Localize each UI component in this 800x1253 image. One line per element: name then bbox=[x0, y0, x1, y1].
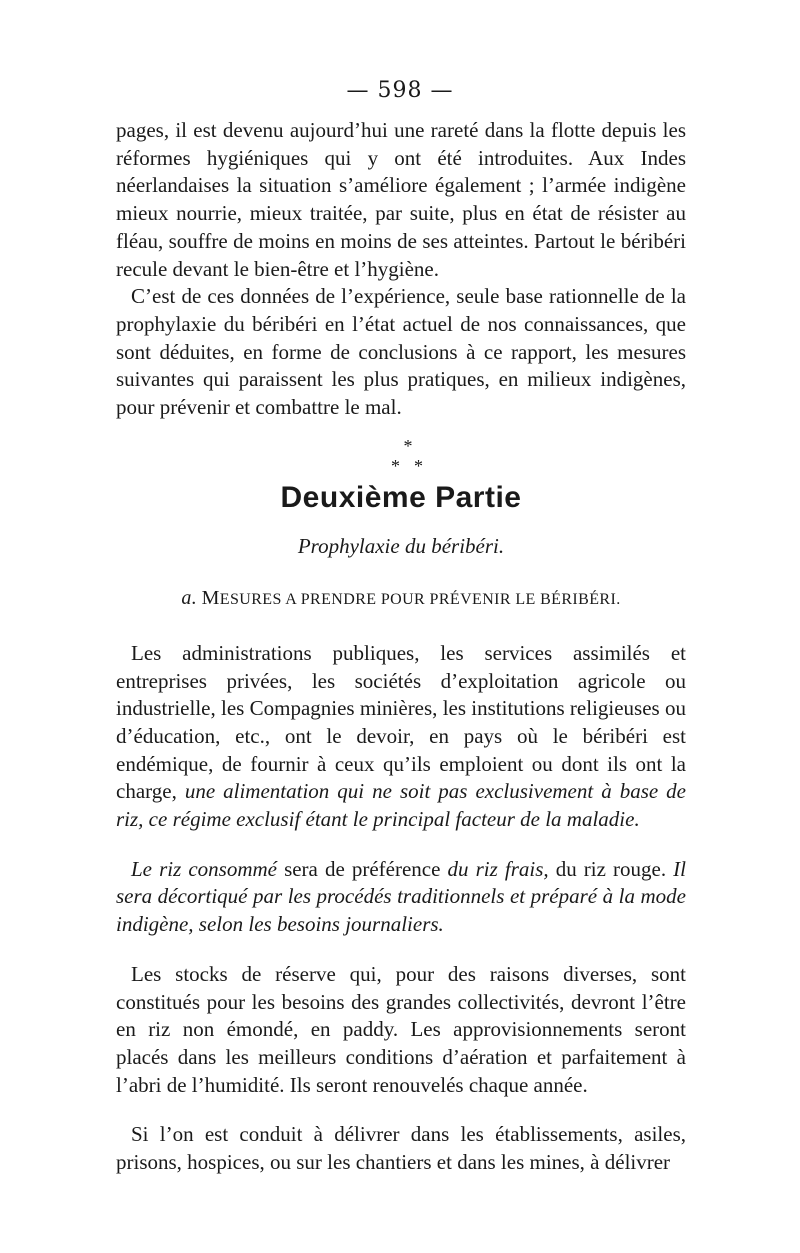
administrations-emphasis: une alimentation qui ne soit pas exclusivement à base de riz, ce régime exclusif étant le principal facteur de la maladie. bbox=[116, 779, 687, 832]
section-heading-text: ESURES A PRENDRE POUR PRÉVENIR LE BÉRIBÉRI. bbox=[219, 591, 621, 609]
ornament-asterisks bbox=[116, 436, 686, 476]
riz-text-1: sera de préférence bbox=[276, 856, 448, 881]
paragraph-conclusions: C’est de ces données de l’expérience, seule base rationnelle de la prophylaxie du béribéri en l’état actuel de nos connaissances, que sont déduites, en forme de conclusions à ce rapport, les mesures suivantes qui paraissent les plus pratiques, en milieux indigènes, pour prévenir et combattre le mal. bbox=[116, 284, 686, 420]
paragraph-continuation: pages, il est devenu aujourd’hui une rareté dans la flotte depuis les réformes hygiéniques qui y ont été introduites. Aux Indes néerlandaises la situation s’améliore également ; l’armée indigène mieux nourrie, mieux traitée, par suite, plus en état de résister au fléau, souffre de moins en moins de ses atteintes. Partout le béribéri recule devant le bien-être et l’hygiène. bbox=[116, 118, 686, 281]
part-subtitle: Prophylaxie du béribéri. bbox=[297, 534, 505, 559]
part-title: Deuxième Partie bbox=[280, 480, 522, 514]
riz-emphasis-2: du riz frais, bbox=[447, 856, 549, 881]
section-heading-initial: M bbox=[201, 587, 220, 610]
paragraph-final: Si l’on est conduit à délivrer dans les établissements, asiles, prisons, hospices, ou sur les chantiers et dans les mines, à délivrer bbox=[116, 1122, 686, 1175]
riz-emphasis-1: Le riz consommé bbox=[131, 856, 277, 881]
asterisk-row-1: * bbox=[403, 435, 413, 456]
riz-emphasis-3: Il sera décortiqué par les procédés traditionnels et préparé à la mode indigène, selon les besoins journaliers. bbox=[116, 856, 686, 937]
paragraph-riz bbox=[116, 856, 686, 939]
administrations-text: Les administrations publiques, les services assimilés et entreprises privées, les sociétés d’exploitation agricole ou industrielle, les Compagnies minières, les institutions religieuses ou d’éducation, etc., ont le devoir, en pays où le béribéri est endémique, de fournir à ceux qu’ils emploient ou dont ils ont la charge, bbox=[116, 640, 686, 804]
page-body bbox=[116, 117, 686, 1177]
section-heading bbox=[116, 585, 686, 614]
section-letter: a. bbox=[181, 587, 198, 610]
paragraph-stocks: Les stocks de réserve qui, pour des raisons diverses, sont constitués pour les besoins des grandes collectivités, devront l’être en riz non émondé, en paddy. Les approvisionnements seront placés dans les meilleurs conditions d’aération et parfaitement à l’abri de l’humidité. Ils seront renouvelés chaque année. bbox=[116, 961, 686, 1097]
riz-text-2: du riz rouge. bbox=[548, 856, 674, 881]
page-number: — 598 — bbox=[346, 78, 454, 103]
asterisk-row-2: ** bbox=[391, 455, 437, 476]
paragraph-administrations bbox=[116, 640, 686, 834]
